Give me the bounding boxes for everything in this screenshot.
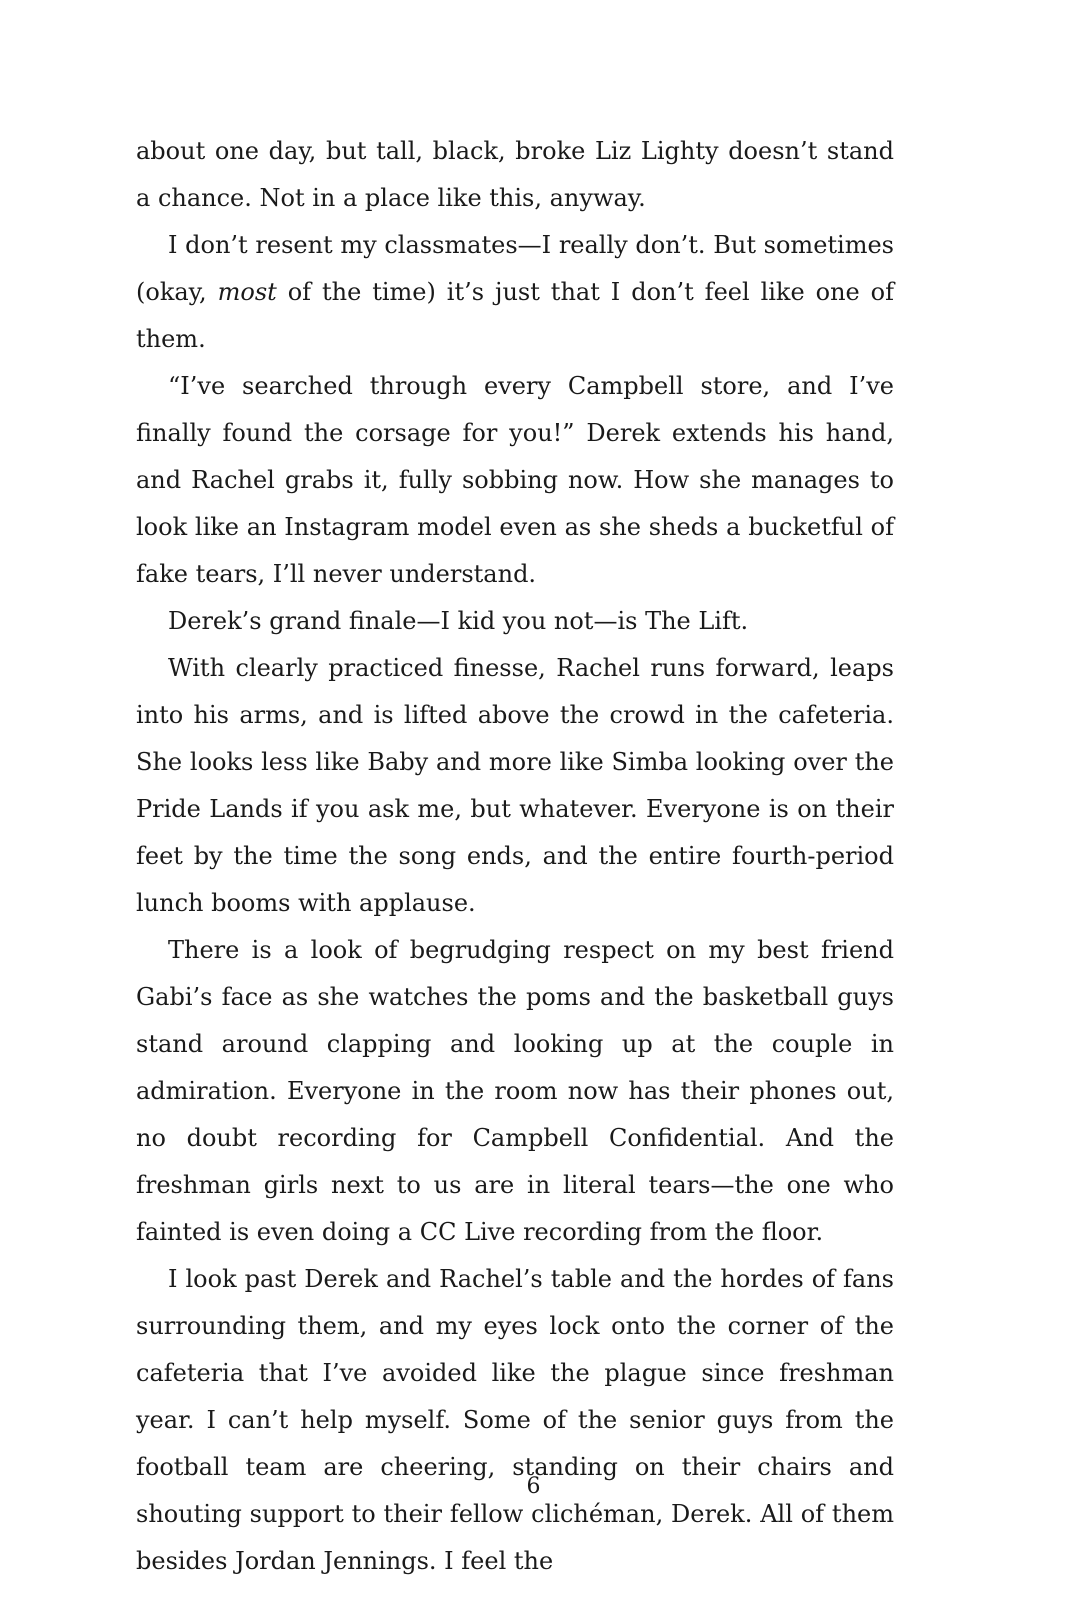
- paragraph: Derek’s grand finale—I kid you not—is The Lift.: [168, 607, 749, 635]
- paragraph: There is a look of begrudging respect on my best friend Gabi’s face as she watches the poms and the basketball guys stand around clapping and looking up at the couple in admiration. Everyone in the room now has their phones out, no doubt recording for Campbell Confidential. And the freshman girls next to us are in literal tears—the one who fainted is even doing a CC Live recording from the floor.: [136, 936, 894, 1246]
- body-text: [136, 128, 894, 1585]
- paragraph-text: I don’t resent my classmates—I really don’t. But sometimes (okay,: [136, 231, 894, 306]
- paragraph: [136, 222, 894, 363]
- paragraph-text: of the time) it’s just that I don’t feel like one of them.: [136, 278, 894, 353]
- paragraph: I look past Derek and Rachel’s table and the hordes of fans surrounding them, and my eyes lock onto the corner of the cafeteria that I’ve avoided like the plague since freshman year. I can’t help myself. Some of the senior guys from the football team are cheering, standing on their chairs and shouting support to their fellow clichéman, Derek. All of them besides Jordan Jennings. I feel the: [136, 1265, 894, 1575]
- page-number: 6: [526, 1474, 541, 1499]
- emphasized-word: most: [217, 278, 277, 306]
- paragraph: about one day, but tall, black, broke Liz Lighty doesn’t stand a chance. Not in a place like this, anyway.: [136, 137, 894, 212]
- paragraph: “I’ve searched through every Campbell store, and I’ve finally found the corsage for you!” Derek extends his hand, and Rachel grabs it, fully sobbing now. How she manages to look like an Instagram model even as she sheds a bucketful of fake tears, I’ll never understand.: [136, 372, 894, 588]
- paragraph: With clearly practiced finesse, Rachel runs forward, leaps into his arms, and is lifted above the crowd in the cafeteria. She looks less like Baby and more like Simba looking over the Pride Lands if you ask me, but whatever. Everyone is on their feet by the time the song ends, and the entire fourth-period lunch booms with applause.: [136, 654, 894, 917]
